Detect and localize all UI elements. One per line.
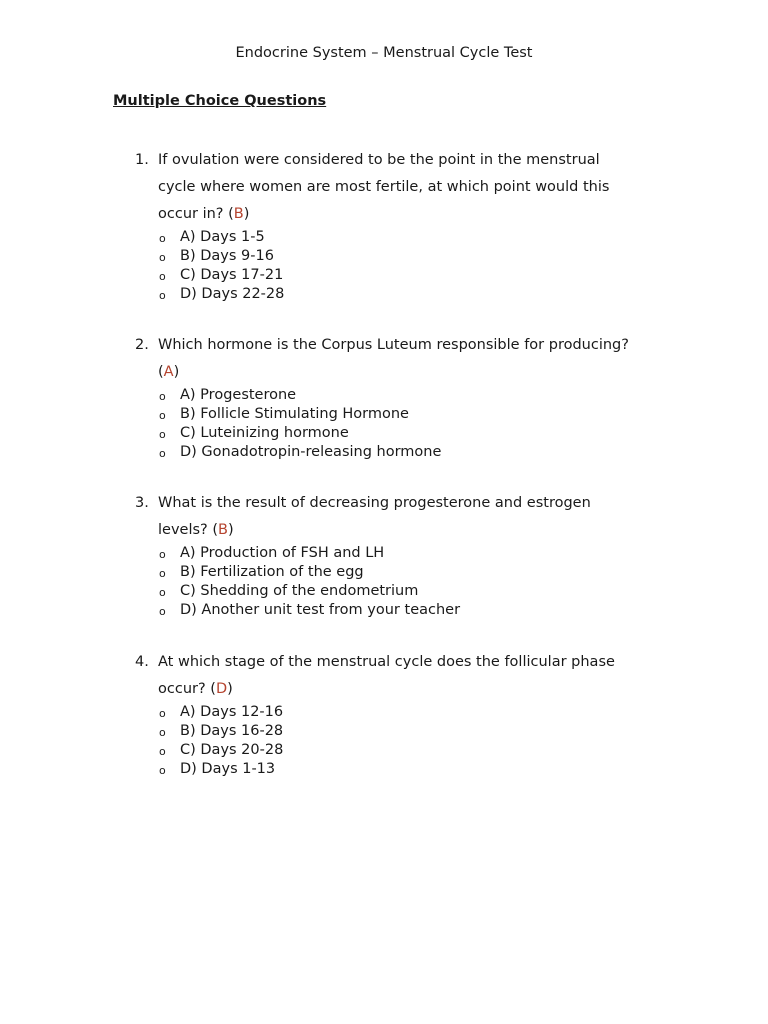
question-line-last: (A) [158,364,180,380]
question-text [113,490,673,544]
question-2 [113,332,673,462]
answer-key: B [218,522,228,538]
bullet-icon: o [159,447,166,460]
option-c: o C) Days 20-28 [113,741,673,760]
options-list [113,544,673,620]
question-text [113,649,673,703]
option-c: o C) Luteinizing hormone [113,424,673,443]
bullet-icon: o [159,390,166,403]
question-text [113,147,673,228]
bullet-icon: o [159,409,166,422]
options-list [113,703,673,779]
answer-key: A [163,364,174,380]
bullet-icon: o [159,232,166,245]
option-b: o B) Fertilization of the egg [113,563,673,582]
bullet-icon: o [159,270,166,283]
option-c: o C) Shedding of the endometrium [113,582,673,601]
document-title: Endocrine System – Menstrual Cycle Test [235,45,533,61]
question-line: cycle where women are most fertile, at which point would this [158,179,610,195]
option-a: o A) Production of FSH and LH [113,544,673,563]
option-c: o C) Days 17-21 [113,266,673,285]
bullet-icon: o [159,764,166,777]
bullet-icon: o [159,567,166,580]
question-line-last: levels? (B) [158,522,234,538]
question-line: At which stage of the menstrual cycle does the follicular phase [158,654,615,670]
question-number: 2. [135,337,149,353]
section-heading: Multiple Choice Questions [113,93,327,109]
question-text [113,332,673,386]
bullet-icon: o [159,707,166,720]
question-line: Which hormone is the Corpus Luteum responsible for producing? [158,337,629,353]
options-list [113,386,673,462]
option-a: o A) Days 1-5 [113,228,673,247]
option-b: o B) Follicle Stimulating Hormone [113,405,673,424]
option-d: o D) Another unit test from your teacher [113,601,673,620]
question-number: 4. [135,654,149,670]
bullet-icon: o [159,586,166,599]
question-1 [113,147,673,304]
bullet-icon: o [159,548,166,561]
question-number: 1. [135,152,149,168]
option-d: o D) Days 1-13 [113,760,673,779]
question-3 [113,490,673,620]
question-line: If ovulation were considered to be the point in the menstrual [158,152,600,168]
answer-key: B [233,206,244,222]
options-list [113,228,673,304]
question-4 [113,649,673,779]
option-d: o D) Gonadotropin-releasing hormone [113,443,673,462]
question-line: What is the result of decreasing progesterone and estrogen [158,495,591,511]
option-b: o B) Days 9-16 [113,247,673,266]
question-number: 3. [135,495,149,511]
option-a: o A) Days 12-16 [113,703,673,722]
answer-key: D [215,681,228,697]
question-line-last: occur in? (B) [158,206,250,222]
bullet-icon: o [159,726,166,739]
option-b: o B) Days 16-28 [113,722,673,741]
bullet-icon: o [159,745,166,758]
bullet-icon: o [159,428,166,441]
option-d: o D) Days 22-28 [113,285,673,304]
bullet-icon: o [159,289,166,302]
option-a: o A) Progesterone [113,386,673,405]
bullet-icon: o [159,251,166,264]
bullet-icon: o [159,605,166,618]
question-line-last: occur? (D) [158,681,233,697]
